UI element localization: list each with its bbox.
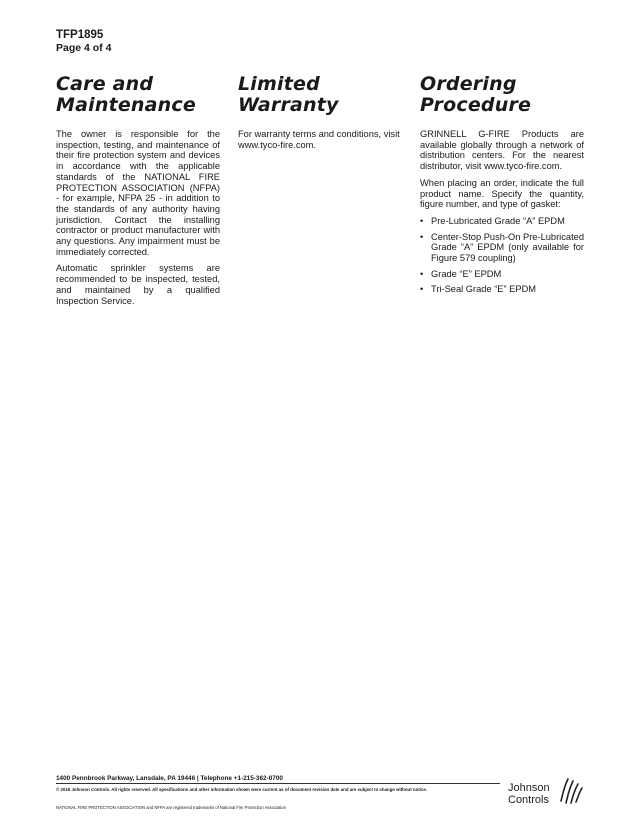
logo-line2: Controls — [508, 793, 549, 806]
limited-warranty-title — [238, 74, 402, 116]
ordering-paragraph-2: When placing an order, indicate the full product name. Specify the quantity, figure number, and type of gasket: — [420, 177, 584, 210]
ordering-title-line1: Ordering — [420, 73, 517, 95]
gasket-type-list — [420, 216, 584, 295]
care-paragraph-2: Automatic sprinkler systems are recommended to be inspected, tested, and maintained by a qualified Inspection Service. — [56, 263, 220, 306]
warranty-text: For warranty terms and conditions, visit www.tyco-fire.com. — [238, 129, 400, 150]
document-id: TFP1895 — [56, 29, 104, 41]
footer-copyright: © 2018 Johnson Controls. All rights reserved. All specifications and other information shown were current as of document revision date and are subject to change without notice. — [56, 787, 428, 792]
bullet-icon: • — [420, 268, 424, 279]
logo-line1: Johnson — [508, 782, 550, 794]
bullet-icon: • — [420, 231, 424, 242]
footer-address: 1400 Pennbrook Parkway, Lansdale, PA 19446 | Telephone +1-215-362-0700 — [56, 775, 283, 782]
care-maintenance-section — [56, 74, 220, 312]
list-item-text: Grade “E” EPDM — [431, 268, 502, 279]
ordering-procedure-section — [420, 74, 584, 300]
page-header — [56, 29, 111, 55]
footer-divider — [56, 783, 500, 784]
warranty-title-line1: Limited — [238, 73, 320, 95]
ordering-paragraph-1: GRINNELL G-FIRE Products are available globally through a network of distribution centers. For the nearest distributor, visit www.tyco-fire.com. — [420, 129, 584, 172]
bullet-icon: • — [420, 284, 424, 295]
list-item-text: Pre-Lubricated Grade “A” EPDM — [431, 215, 565, 226]
limited-warranty-section — [238, 74, 402, 156]
care-title-line2: Maintenance — [56, 94, 196, 116]
list-item — [420, 269, 584, 280]
bullet-icon: • — [420, 215, 424, 226]
ordering-title-line2: Procedure — [420, 94, 532, 116]
page-number: Page 4 of 4 — [56, 42, 112, 54]
list-item — [420, 232, 584, 264]
ordering-procedure-title — [420, 74, 584, 116]
johnson-controls-logo — [508, 775, 588, 815]
list-item — [420, 284, 584, 295]
johnson-controls-mark-icon — [558, 775, 586, 807]
care-paragraph-1: The owner is responsible for the inspection, testing, and maintenance of their fire protection system and devices in accordance with the applicable standards of the NATIONAL FIRE PROTECTION ASSOCIATION (NFPA) - for example, NFPA 25 - in addition to the standards of any authority having jurisdiction. Contact the installing contractor or product manufacturer with any questions. Any impairment must be immediately corrected. — [56, 129, 220, 257]
footer-trademark: NATIONAL FIRE PROTECTION ASSOCIATION and NFPA are registered trademarks of National Fire Protection Association — [56, 805, 287, 810]
warranty-title-line2: Warranty — [238, 94, 339, 116]
list-item — [420, 216, 584, 227]
care-maintenance-title — [56, 74, 220, 116]
list-item-text: Tri-Seal Grade “E” EPDM — [431, 284, 537, 295]
list-item-text: Center-Stop Push-On Pre-Lubricated Grade “A” EPDM (only available for Figure 579 coupling) — [431, 231, 584, 264]
care-title-line1: Care and — [56, 73, 154, 95]
